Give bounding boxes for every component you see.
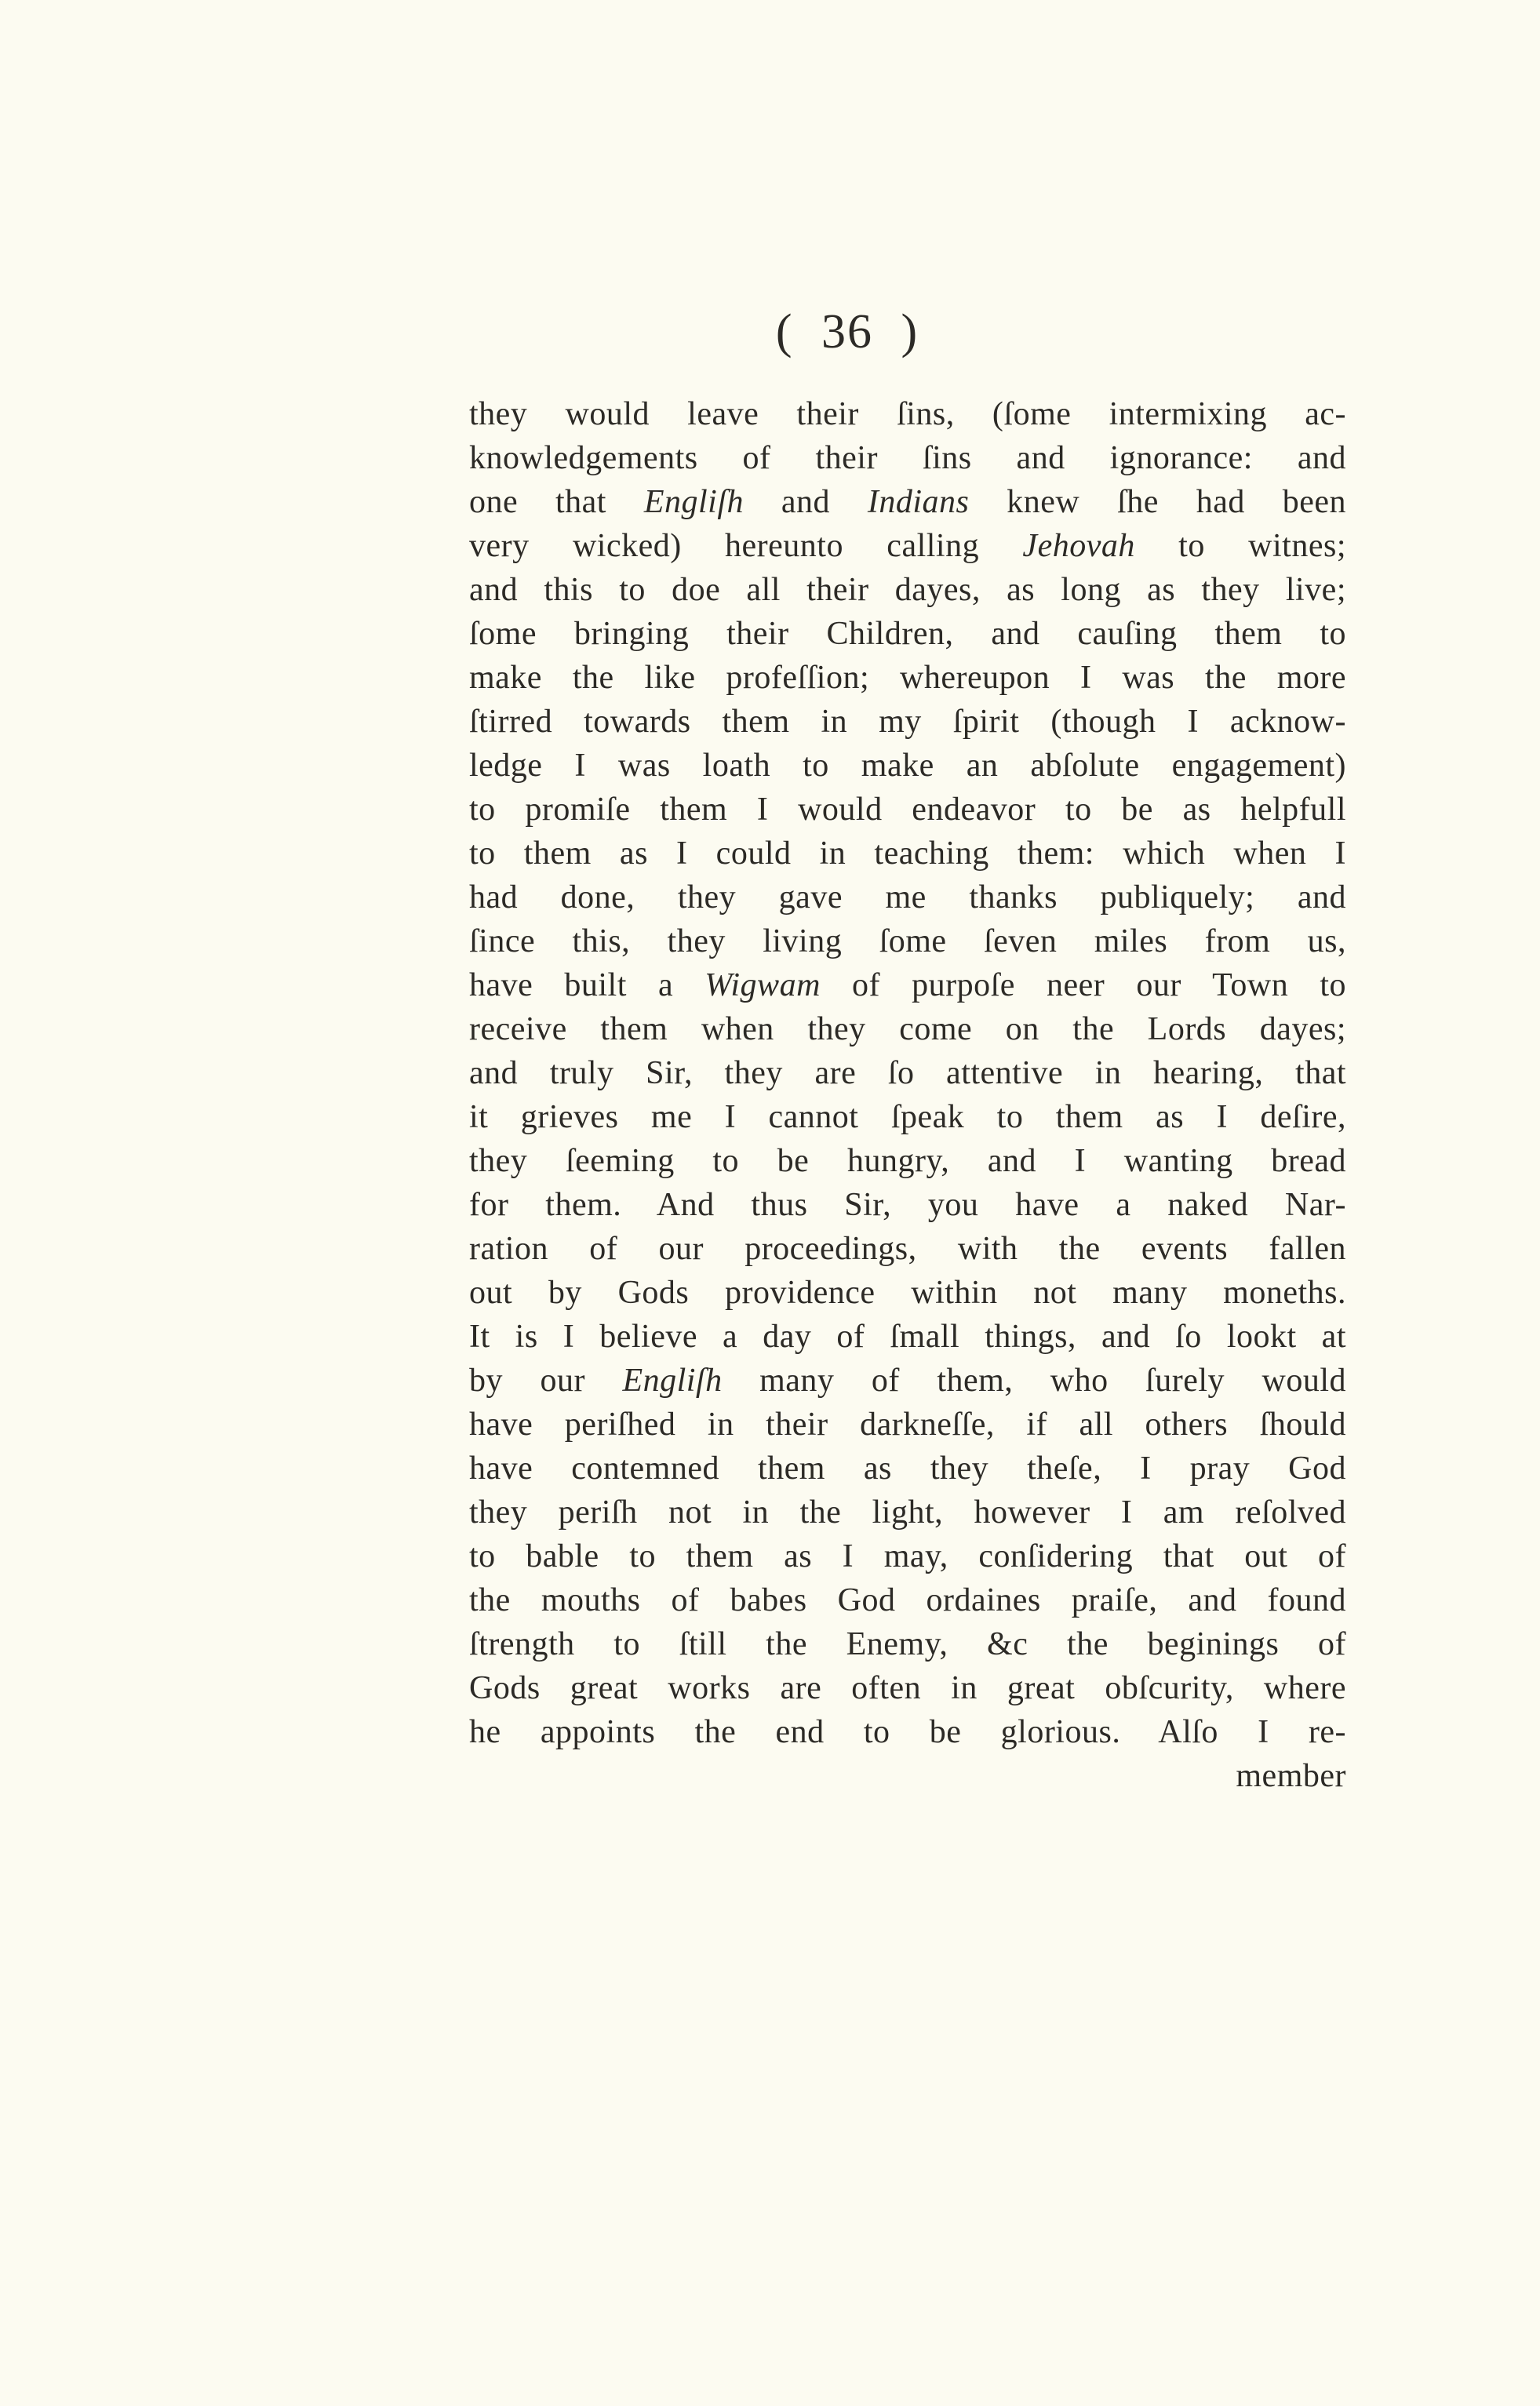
text-segment: to promiſe them I would endeavor to be as helpfull	[469, 792, 1346, 828]
text-line	[469, 1447, 1346, 1491]
text-segment: to them as I could in teaching them: which when I	[469, 835, 1346, 872]
text-line	[469, 568, 1346, 612]
text-line	[469, 480, 1346, 524]
text-segment: they ſeeming to be hungry, and I wanting bread	[469, 1143, 1346, 1179]
text-segment: ſtirred towards them in my ſpirit (though I acknow-	[469, 704, 1346, 740]
text-segment: ſtrength to ſtill the Enemy, &c the beginings of	[469, 1626, 1346, 1662]
text-segment: of purpoſe neer our Town to	[820, 967, 1346, 1003]
text-segment: member	[1236, 1758, 1346, 1794]
text-segment: by our	[469, 1363, 623, 1399]
text-segment: they would leave their ſins, (ſome intermixing ac-	[469, 396, 1346, 432]
text-segment: Gods great works are often in great obſcurity, where	[469, 1670, 1346, 1706]
text-line	[469, 1183, 1346, 1227]
text-segment: out by Gods providence within not many moneths.	[469, 1275, 1346, 1311]
text-line	[469, 1095, 1346, 1139]
text-segment: have periſhed in their darkneſſe, if all others ſhould	[469, 1407, 1346, 1443]
text-segment: for them. And thus Sir, you have a naked Nar-	[469, 1187, 1346, 1223]
body-text	[469, 392, 1346, 1798]
text-line	[469, 1051, 1346, 1095]
text-line	[469, 612, 1346, 656]
text-segment: to witnes;	[1134, 528, 1346, 564]
text-segment: many of them, who ſurely would	[722, 1363, 1346, 1399]
text-line	[469, 1359, 1346, 1403]
text-segment: ledge I was loath to make an abſolute engagement)	[469, 748, 1346, 784]
text-segment: ſince this, they living ſome ſeven miles from us,	[469, 923, 1346, 959]
text-line	[469, 1578, 1346, 1622]
text-line	[469, 1754, 1346, 1798]
text-line	[469, 1271, 1346, 1315]
text-segment: knew ſhe had been	[969, 484, 1346, 520]
text-line	[469, 1534, 1346, 1578]
text-line	[469, 1315, 1346, 1359]
text-segment: ſome bringing their Children, and cauſing them to	[469, 616, 1346, 652]
text-line	[469, 832, 1346, 875]
text-line	[469, 656, 1346, 700]
text-line	[469, 392, 1346, 436]
text-line	[469, 1666, 1346, 1710]
text-segment: have contemned them as they theſe, I pray God	[469, 1451, 1346, 1487]
italic-term: Engliſh	[622, 1363, 723, 1399]
text-segment: knowledgements of their ſins and ignorance: and	[469, 440, 1346, 476]
text-segment: make the like profeſſion; whereupon I was the more	[469, 660, 1346, 696]
text-line	[469, 1007, 1346, 1051]
text-line	[469, 875, 1346, 919]
text-line	[469, 1622, 1346, 1666]
text-segment: he appoints the end to be glorious. Alſo I re-	[469, 1714, 1346, 1750]
text-segment: had done, they gave me thanks publiquely; and	[469, 879, 1346, 915]
text-line	[469, 1491, 1346, 1534]
text-segment: one that	[469, 484, 644, 520]
text-line	[469, 1227, 1346, 1271]
text-segment: the mouths of babes God ordaines praiſe, and found	[469, 1582, 1346, 1618]
text-segment: ration of our proceedings, with the events fallen	[469, 1231, 1346, 1267]
text-line	[469, 700, 1346, 744]
text-segment: have built a	[469, 967, 705, 1003]
text-segment: and this to doe all their dayes, as long as they live;	[469, 572, 1346, 608]
page-number: ( 36 )	[775, 305, 919, 359]
text-segment: It is I believe a day of ſmall things, and ſo lookt at	[469, 1319, 1346, 1355]
text-segment: very wicked) hereunto calling	[469, 528, 1023, 564]
text-line	[469, 744, 1346, 788]
italic-term: Wigwam	[704, 967, 821, 1003]
text-segment: and truly Sir, they are ſo attentive in hearing, that	[469, 1055, 1346, 1091]
text-line	[469, 1403, 1346, 1447]
italic-term: Indians	[867, 484, 970, 520]
italic-term: Engliſh	[643, 484, 744, 520]
text-line	[469, 919, 1346, 963]
text-line	[469, 436, 1346, 480]
text-segment: to bable to them as I may, conſidering that out of	[469, 1538, 1346, 1574]
text-segment: it grieves me I cannot ſpeak to them as I deſire,	[469, 1099, 1346, 1135]
text-line	[469, 524, 1346, 568]
text-line	[469, 788, 1346, 832]
text-line	[469, 963, 1346, 1007]
text-segment: and	[744, 484, 868, 520]
text-line	[469, 1710, 1346, 1754]
text-segment: they periſh not in the light, however I am reſolved	[469, 1494, 1346, 1531]
italic-term: Jehovah	[1022, 528, 1135, 564]
text-segment: receive them when they come on the Lords dayes;	[469, 1011, 1346, 1047]
text-line	[469, 1139, 1346, 1183]
